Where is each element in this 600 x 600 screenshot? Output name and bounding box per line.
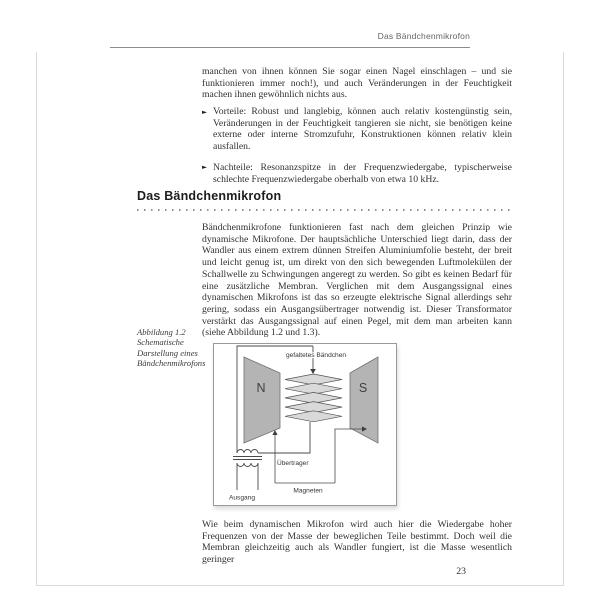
magnet-south-label: S: [358, 381, 368, 395]
figure-caption-label: Abbildung 1.2: [137, 327, 186, 337]
ribbon-label: gefaltetes Bändchen: [285, 352, 347, 359]
page-edge-right: [563, 52, 564, 585]
bullet-triangle-icon: ►: [202, 163, 207, 172]
section-heading: Das Bändchenmikrofon: [137, 189, 282, 203]
closing-paragraph: Wie beim dynamischen Mikrofon wird auch hier die Wiedergabe hoher Frequenzen von der Masse der beweglichen Teile bestimmt. Doch weil die Membran gleichzeitig auch als Wandler fungiert, ist die Masse wesentlich geringer: [202, 519, 512, 566]
page-edge-left: [36, 52, 37, 585]
figure-ribbon-microphone: [213, 343, 397, 506]
section-paragraph: Bändchenmikrofone funktionieren fast nach dem gleichen Prinzip wie dynamische Mikrofone. Der hauptsächliche Unterschied liegt darin, dass der Wandler aus einem extrem dünnen Streifen Aluminiumfolie besteht, der breit und leicht genug ist, um direkt von den sich bewegenden Luftmolekülen der Schallwelle zu Schwingungen angeregt zu werden. So gibt es keinen Bedarf für eine zusätzliche Membran. Verglichen mit dem Ausgangssignal eines dynamischen Mikrofons ist das so erzeugte elektrische Signal allerdings sehr gering, sodass ein Ausgangsübertrager notwendig ist. Dieser Transformator verstärkt das Ausgangssignal auf einen Pegel, mit dem man arbeiten kann (siehe Abbildung 1.2 und 1.3).: [202, 222, 512, 339]
header-rule: [110, 47, 470, 48]
bullet-triangle-icon: ►: [202, 107, 207, 116]
magnet-north-label: N: [256, 381, 266, 395]
magnets-label: Magneten: [293, 487, 323, 495]
disadvantages-bullet: [202, 162, 512, 185]
bullet-list: [202, 106, 512, 194]
page-number: 23: [456, 566, 466, 577]
running-header-title: Das Bändchenmikrofon: [377, 31, 470, 41]
figure-caption-text: Schematische Darstellung eines Bändchenmikrofons: [137, 337, 206, 369]
ribbon-pleats: [285, 374, 342, 422]
output-label: Ausgang: [228, 494, 256, 502]
figure-diagram: [213, 343, 397, 506]
figure-caption: [137, 327, 207, 369]
transformer-label: Übertrager: [277, 460, 309, 467]
disadvantages-text: Nachteile: Resonanzspitze in der Frequenzwiedergabe, typischerweise schlechte Frequenzwiedergabe oberhalb von etwa 10 kHz.: [213, 161, 512, 185]
advantages-text: Vorteile: Robust und langlebig, können auch relativ kostengünstig sein, Veränderungen in der Feuchtigkeit tangieren sie nicht, sie benötigen keine externe oder interne Stromzufuhr, Konstruktionen können relativ klein ausfallen.: [213, 106, 512, 153]
paragraph-continued: manchen von ihnen können Sie sogar einen Nagel einschlagen – und sie funktionieren immer noch!), und auch Veränderungen in der Feuchtigkeit machen ihnen gewöhnlich nichts aus.: [202, 66, 512, 101]
page-edge-bottom: [36, 585, 564, 586]
dotted-rule: [137, 209, 512, 211]
advantages-bullet: [202, 106, 512, 153]
